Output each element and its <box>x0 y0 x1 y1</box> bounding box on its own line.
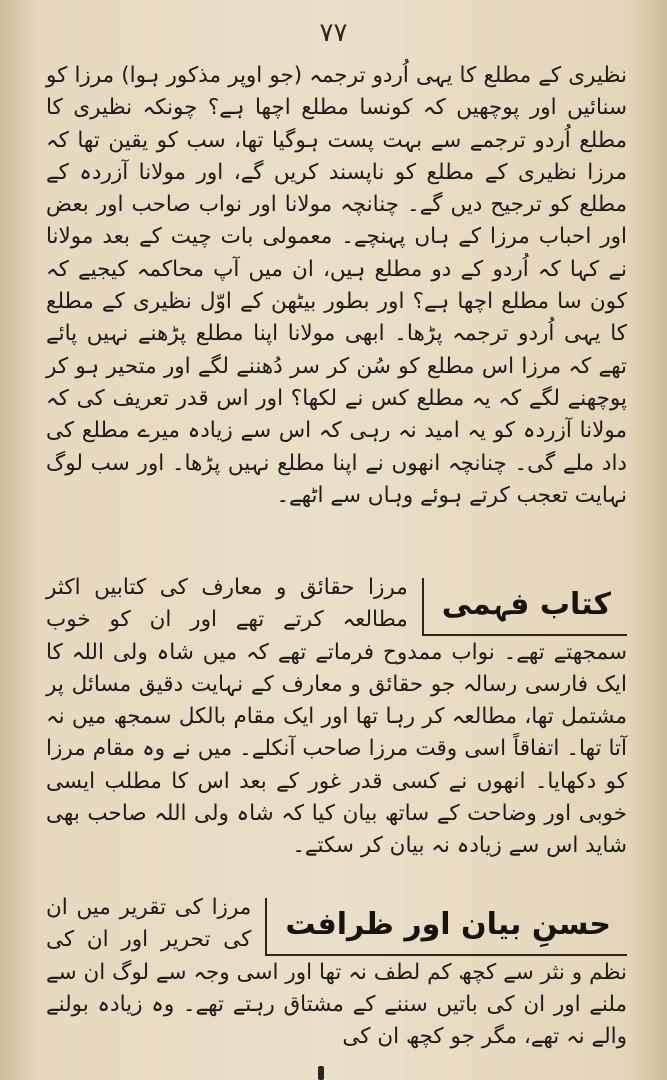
section-text-husn-bayan: مرزا کی تقریر میں ان کی تحریر اور ان کی نظم و نثر سے کچھ کم لطف نہ تھا اور اسی وجہ سے لوگ ان سے ملنے اور ان کی باتیں سننے کے مشتاق رہتے تھے۔ وہ زیادہ بولنے والے نہ تھے، مگر جو کچھ ان کی <box>46 895 627 1050</box>
section-heading-husn-bayan: حسنِ بیان اور ظرافت <box>265 898 627 956</box>
section-heading-kitab-fahmi: کتاب فہمی <box>422 578 627 636</box>
bottom-mark <box>318 1066 324 1080</box>
section-text-kitab-fahmi: مرزا حقائق و معارف کی کتابیں اکثر مطالعہ کرتے تھے اور ان کو خوب سمجھتے تھے۔ نواب ممدوح فرماتے تھے کہ میں شاہ ولی اللہ کا ایک فارسی رسالہ جو حقائق و معارف کے نہایت دقیق مسائل پر مشتمل تھا، مطالعہ کر رہا تھا اور ایک مقام بالکل سمجھ میں نہ آتا تھا۔ اتفاقاً اسی وقت مرزا صاحب آنکلے۔ میں نے وہ مقام مرزا کو دکھایا۔ انھوں نے کسی قدر غور کے بعد اس کا مطلب ایسی خوبی اور وضاحت کے ساتھ بیان کیا کہ شاہ ولی اللہ صاحب بھی شاید اس سے زیادہ نہ بیان کر سکتے۔ <box>46 575 627 859</box>
section-husn-bayan <box>46 892 627 1053</box>
intro-paragraph: نظیری کے مطلع کا یہی اُردو ترجمہ (جو اوپر مذکور ہوا) مرزا کو سنائیں اور پوچھیں کہ کونسا مطلع اچھا ہے؟ چونکہ نظیری کا مطلع اُردو ترجمے سے بہت پست ہوگیا تھا، سب کو یقین تھا کہ مرزا نظیری کے مطلع کو ناپسند کریں گے، اور مولانا آزردہ کے مطلع کو ترجیح دیں گے۔ چنانچہ مولانا اور نواب صاحب اور بعض اور احباب مرزا کے ہاں پہنچے۔ معمولی بات چیت کے بعد مولانا نے کہا کہ اُردو کے دو مطلع ہیں، ان میں آپ محاکمہ کیجیے کہ کون سا مطلع اچھا ہے؟ اور بطور بیٹھن کے اوّل نظیری کے مطلع کا یہی اُردو ترجمہ پڑھا۔ ابھی مولانا اپنا مطلع پڑھنے نہیں پائے تھے کہ مرزا اس مطلع کو سُن کر سر دُھننے لگے اور متحیر ہو کر پوچھنے لگے کہ یہ مطلع کس نے لکھا؟ اور اس قدر تعریف کی کہ مولانا آزردہ کو یہ امید نہ رہی کہ اس سے زیادہ میرے مطلع کی داد ملے گی۔ چنانچہ انھوں نے اپنا مطلع نہیں پڑھا۔ اور سب لوگ نہایت تعجب کرتے ہوئے وہاں سے اٹھے۔ <box>46 63 627 508</box>
section-kitab-fahmi <box>46 572 627 863</box>
page-number: ۷۷ <box>319 18 348 48</box>
